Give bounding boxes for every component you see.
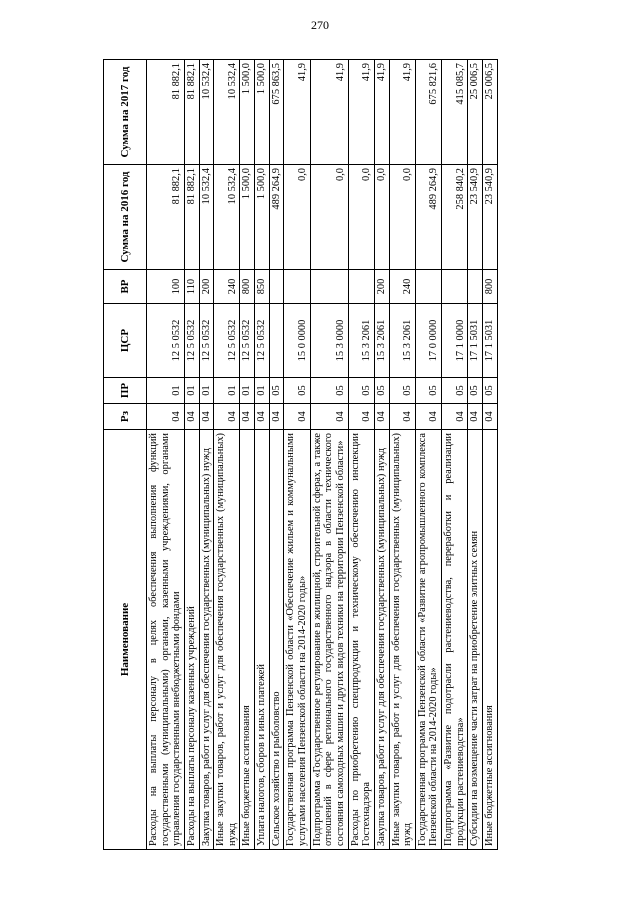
- cell-rz: 04: [389, 404, 415, 430]
- cell-sum-2017: 10 532,4: [199, 60, 214, 165]
- cell-name: Иные закупки товаров, работ и услуг для обеспечения государственных (муниципальных) нужд: [389, 430, 415, 850]
- cell-name: Сельское хозяйство и рыболовство: [269, 430, 284, 850]
- cell-rz: 04: [147, 404, 185, 430]
- cell-sum-2016: 489 264,9: [415, 165, 441, 270]
- cell-sum-2016: 0,0: [389, 165, 415, 270]
- cell-rz: 04: [184, 404, 199, 430]
- cell-vr: 200: [199, 270, 214, 304]
- cell-pr: 05: [310, 378, 348, 404]
- cell-sum-2017: 41,9: [348, 60, 374, 165]
- cell-csr: 12 5 0532: [147, 304, 185, 378]
- cell-pr: 01: [184, 378, 199, 404]
- cell-vr: 800: [483, 270, 498, 304]
- header-csr: ЦСР: [104, 304, 147, 378]
- cell-sum-2017: 41,9: [310, 60, 348, 165]
- cell-rz: 04: [214, 404, 240, 430]
- cell-vr: 110: [184, 270, 199, 304]
- page-number: 270: [311, 18, 329, 32]
- cell-pr: 05: [284, 378, 310, 404]
- cell-csr: 12 5 0532: [240, 304, 255, 378]
- cell-name: Расходы на выплаты персоналу казенных учреждений: [184, 430, 199, 850]
- cell-rz: 04: [310, 404, 348, 430]
- cell-sum-2017: 41,9: [284, 60, 310, 165]
- cell-rz: 04: [483, 404, 498, 430]
- cell-sum-2017: 1 500,0: [255, 60, 270, 165]
- cell-sum-2016: 81 882,1: [147, 165, 185, 270]
- cell-name: Закупка товаров, работ и услуг для обеспечения государственных (муниципальных) нужд: [199, 430, 214, 850]
- cell-sum-2017: 81 882,1: [147, 60, 185, 165]
- header-sum-2016: Сумма на 2016 год: [104, 165, 147, 270]
- table-row: [310, 60, 348, 850]
- cell-sum-2017: 25 006,5: [468, 60, 483, 165]
- cell-csr: 12 5 0532: [184, 304, 199, 378]
- cell-vr: [468, 270, 483, 304]
- cell-rz: 04: [269, 404, 284, 430]
- cell-name: Расходы на выплаты персоналу в целях обеспечения выполнения функций государственными (муниципальными) органами, казенными учреждениями, органами управления государственными внебюджетными фондами: [147, 430, 185, 850]
- table-row: [240, 60, 255, 850]
- cell-name: Уплата налогов, сборов и иных платежей: [255, 430, 270, 850]
- cell-pr: 05: [415, 378, 441, 404]
- table-row: [374, 60, 389, 850]
- cell-name: Государственная программа Пензенской области «Развитие агропромышленного комплекса Пензенской области на 2014-2020 годы»: [415, 430, 441, 850]
- cell-sum-2017: 1 500,0: [240, 60, 255, 165]
- cell-csr: 17 0 0000: [415, 304, 441, 378]
- cell-sum-2017: 25 006,5: [483, 60, 498, 165]
- cell-csr: 17 1 5031: [468, 304, 483, 378]
- cell-pr: 01: [255, 378, 270, 404]
- table-row: [389, 60, 415, 850]
- cell-vr: [284, 270, 310, 304]
- cell-csr: 12 5 0532: [214, 304, 240, 378]
- header-name: Наименование: [104, 430, 147, 850]
- cell-vr: [269, 270, 284, 304]
- cell-name: Иные закупки товаров, работ и услуг для обеспечения государственных (муниципальных) нужд: [214, 430, 240, 850]
- cell-rz: 04: [240, 404, 255, 430]
- cell-pr: 05: [374, 378, 389, 404]
- table-row: [348, 60, 374, 850]
- cell-sum-2017: 41,9: [389, 60, 415, 165]
- cell-rz: 04: [255, 404, 270, 430]
- cell-sum-2016: 10 532,4: [214, 165, 240, 270]
- cell-vr: [442, 270, 468, 304]
- table-row: [415, 60, 441, 850]
- cell-pr: 01: [214, 378, 240, 404]
- cell-csr: 15 3 2061: [389, 304, 415, 378]
- table-header-row: [104, 60, 147, 850]
- header-vr: ВР: [104, 270, 147, 304]
- cell-rz: 04: [374, 404, 389, 430]
- cell-name: Государственная программа Пензенской области «Обеспечение жильем и коммунальными услугами населения Пензенской области на 2014-2020 годы»: [284, 430, 310, 850]
- cell-vr: 200: [374, 270, 389, 304]
- cell-pr: 05: [483, 378, 498, 404]
- cell-csr: 12 5 0532: [199, 304, 214, 378]
- cell-pr: 05: [348, 378, 374, 404]
- cell-vr: [348, 270, 374, 304]
- cell-pr: 05: [468, 378, 483, 404]
- cell-sum-2016: 81 882,1: [184, 165, 199, 270]
- cell-name: Расходы по приобретению спецпродукции и техническому обеспечению инспекции Гостехнадзора: [348, 430, 374, 850]
- cell-name: Подпрограмма «Развитие подотрасли растениеводства, переработки и реализации продукции растениеводства»: [442, 430, 468, 850]
- table-row: [214, 60, 240, 850]
- table-row: [284, 60, 310, 850]
- cell-sum-2016: 0,0: [374, 165, 389, 270]
- table-row: [468, 60, 483, 850]
- table-row: [147, 60, 185, 850]
- cell-sum-2016: 489 264,9: [269, 165, 284, 270]
- cell-pr: 01: [240, 378, 255, 404]
- table-row: [255, 60, 270, 850]
- cell-vr: 240: [214, 270, 240, 304]
- cell-rz: 04: [284, 404, 310, 430]
- cell-rz: 04: [199, 404, 214, 430]
- cell-name: Закупка товаров, работ и услуг для обеспечения государственных (муниципальных) нужд: [374, 430, 389, 850]
- budget-table: [103, 59, 498, 850]
- cell-vr: [310, 270, 348, 304]
- cell-sum-2017: 675 863,5: [269, 60, 284, 165]
- cell-vr: 240: [389, 270, 415, 304]
- cell-rz: 04: [415, 404, 441, 430]
- cell-vr: [415, 270, 441, 304]
- cell-sum-2017: 81 882,1: [184, 60, 199, 165]
- table-row: [184, 60, 199, 850]
- cell-csr: 15 3 2061: [374, 304, 389, 378]
- cell-sum-2017: 10 532,4: [214, 60, 240, 165]
- cell-rz: 04: [468, 404, 483, 430]
- table-row: [442, 60, 468, 850]
- cell-sum-2016: 10 532,4: [199, 165, 214, 270]
- cell-csr: 17 1 0000: [442, 304, 468, 378]
- cell-sum-2016: 258 840,2: [442, 165, 468, 270]
- cell-vr: 800: [240, 270, 255, 304]
- cell-sum-2016: 0,0: [310, 165, 348, 270]
- cell-pr: 05: [269, 378, 284, 404]
- cell-sum-2017: 675 821,6: [415, 60, 441, 165]
- cell-name: Иные бюджетные ассигнования: [240, 430, 255, 850]
- header-sum-2017: Сумма на 2017 год: [104, 60, 147, 165]
- cell-sum-2016: 1 500,0: [255, 165, 270, 270]
- rotated-table-container: [103, 60, 603, 850]
- cell-sum-2017: 415 085,7: [442, 60, 468, 165]
- cell-csr: 12 5 0532: [255, 304, 270, 378]
- cell-sum-2016: 0,0: [284, 165, 310, 270]
- cell-csr: 15 0 0000: [284, 304, 310, 378]
- table-row: [269, 60, 284, 850]
- cell-sum-2016: 0,0: [348, 165, 374, 270]
- table-row: [199, 60, 214, 850]
- cell-sum-2016: 23 540,9: [483, 165, 498, 270]
- cell-name: Субсидии на возмещение части затрат на приобретение элитных семян: [468, 430, 483, 850]
- cell-sum-2016: 1 500,0: [240, 165, 255, 270]
- cell-sum-2017: 41,9: [374, 60, 389, 165]
- cell-rz: 04: [348, 404, 374, 430]
- header-pr: ПР: [104, 378, 147, 404]
- cell-csr: 15 3 0000: [310, 304, 348, 378]
- cell-pr: 01: [147, 378, 185, 404]
- cell-csr: 15 3 2061: [348, 304, 374, 378]
- cell-csr: [269, 304, 284, 378]
- table-row: [483, 60, 498, 850]
- cell-rz: 04: [442, 404, 468, 430]
- cell-pr: 05: [442, 378, 468, 404]
- cell-sum-2016: 23 540,9: [468, 165, 483, 270]
- cell-name: Подпрограмма «Государственное регулирование в жилищной, строительной сферах, а также отношений в сфере регионального государственного надзора в области технического состояния самоходных машин и других видов техники на территории Пензенской области»: [310, 430, 348, 850]
- header-rz: Рз: [104, 404, 147, 430]
- cell-pr: 01: [199, 378, 214, 404]
- cell-pr: 05: [389, 378, 415, 404]
- cell-name: Иные бюджетные ассигнования: [483, 430, 498, 850]
- cell-csr: 17 1 5031: [483, 304, 498, 378]
- cell-vr: 850: [255, 270, 270, 304]
- cell-vr: 100: [147, 270, 185, 304]
